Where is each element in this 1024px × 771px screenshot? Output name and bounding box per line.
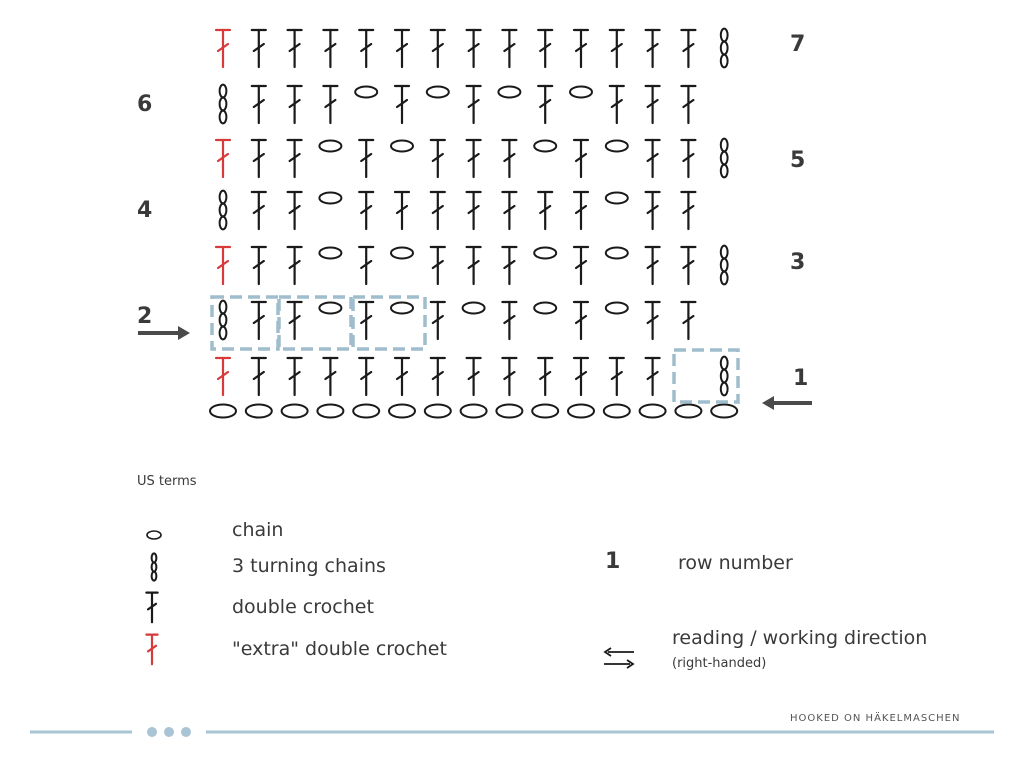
double-crochet-stitch	[538, 30, 552, 67]
legend-terms: US terms	[137, 474, 197, 489]
chain-stitch	[319, 303, 341, 314]
chain-stitch	[570, 87, 592, 98]
chain-stitch	[568, 405, 594, 418]
double-crochet-stitch	[288, 358, 302, 395]
chain-stitch	[355, 87, 377, 98]
row-number-6: 6	[137, 92, 153, 117]
double-crochet-stitch	[431, 140, 445, 177]
turning-chain-stitch	[721, 139, 728, 178]
legend-direction-note: (right-handed)	[672, 656, 767, 671]
chain-stitch	[319, 248, 341, 259]
double-crochet-stitch	[574, 140, 588, 177]
row-number-7: 7	[790, 32, 806, 57]
double-crochet-stitch	[502, 192, 516, 229]
double-crochet-stitch	[395, 30, 409, 67]
row-number-3: 3	[790, 250, 806, 275]
double-crochet-stitch	[646, 302, 660, 339]
double-crochet-stitch	[681, 30, 695, 67]
chain-stitch	[604, 405, 630, 418]
turning-chain-stitch	[721, 357, 728, 396]
chain-stitch	[606, 193, 628, 204]
double-crochet-stitch	[610, 30, 624, 67]
chain-stitch	[496, 405, 522, 418]
chain-stitch	[246, 405, 272, 418]
double-crochet-stitch	[395, 358, 409, 395]
double-crochet-stitch	[467, 358, 481, 395]
double-crochet-stitch	[252, 86, 266, 123]
chain-stitch	[711, 405, 737, 418]
legend-direction-label: reading / working direction	[672, 627, 928, 649]
chain-stitch	[675, 405, 701, 418]
turning-chain-stitch	[220, 85, 227, 124]
legend-row-number-symbol: 1	[605, 549, 621, 574]
highlight-box	[212, 297, 278, 349]
legend-chain-label: chain	[232, 519, 284, 541]
stitch-grid	[210, 29, 737, 418]
footer-dot	[147, 727, 157, 737]
row-number-1: 1	[793, 366, 809, 391]
double-crochet-stitch	[681, 140, 695, 177]
chain-stitch	[353, 405, 379, 418]
row-1-arrow	[762, 396, 812, 410]
double-crochet-stitch	[323, 86, 337, 123]
highlight-box	[353, 297, 425, 349]
double-crochet-stitch	[610, 86, 624, 123]
chain-stitch	[282, 405, 308, 418]
double-crochet-stitch	[252, 302, 266, 339]
chain-stitch	[391, 141, 413, 152]
chain-stitch	[389, 405, 415, 418]
chain-stitch	[147, 531, 161, 539]
double-crochet-stitch	[252, 140, 266, 177]
chain-stitch	[391, 303, 413, 314]
double-crochet-stitch	[288, 140, 302, 177]
double-crochet-stitch	[359, 140, 373, 177]
extra-double-crochet-stitch	[216, 30, 230, 67]
double-crochet-stitch	[467, 140, 481, 177]
double-crochet-stitch	[467, 247, 481, 284]
footer-dot	[181, 727, 191, 737]
legend-dc-symbol	[146, 593, 157, 623]
double-crochet-stitch	[646, 192, 660, 229]
double-crochet-stitch	[610, 358, 624, 395]
double-crochet-stitch	[395, 86, 409, 123]
chain-stitch	[425, 405, 451, 418]
double-crochet-stitch	[681, 192, 695, 229]
chain-stitch	[534, 141, 556, 152]
chain-stitch	[461, 405, 487, 418]
chain-stitch	[606, 248, 628, 259]
double-crochet-stitch	[323, 30, 337, 67]
double-crochet-stitch	[646, 247, 660, 284]
chain-stitch	[532, 405, 558, 418]
double-crochet-stitch	[288, 247, 302, 284]
double-crochet-stitch	[681, 247, 695, 284]
footer-dot	[164, 727, 174, 737]
double-crochet-stitch	[252, 247, 266, 284]
footer-decoration	[30, 727, 994, 737]
chain-stitch	[606, 303, 628, 314]
double-crochet-stitch	[681, 302, 695, 339]
double-crochet-stitch	[502, 247, 516, 284]
double-crochet-stitch	[288, 192, 302, 229]
chain-stitch	[534, 303, 556, 314]
double-crochet-stitch	[359, 302, 373, 339]
double-crochet-stitch	[502, 302, 516, 339]
double-crochet-stitch	[252, 192, 266, 229]
double-crochet-stitch	[359, 192, 373, 229]
double-crochet-stitch	[502, 30, 516, 67]
brand-name: HOOKED ON HÄKELMASCHEN	[790, 713, 961, 724]
chain-stitch	[606, 141, 628, 152]
double-crochet-stitch	[467, 30, 481, 67]
double-crochet-stitch	[431, 30, 445, 67]
turning-chain-stitch	[721, 246, 728, 285]
double-crochet-stitch	[538, 358, 552, 395]
double-crochet-stitch	[538, 86, 552, 123]
double-crochet-stitch	[323, 358, 337, 395]
double-crochet-stitch	[502, 358, 516, 395]
legend-direction-arrows	[604, 648, 634, 668]
double-crochet-stitch	[359, 30, 373, 67]
double-crochet-stitch	[359, 247, 373, 284]
turning-chain-stitch	[721, 29, 728, 68]
chain-stitch	[317, 405, 343, 418]
double-crochet-stitch	[502, 140, 516, 177]
chain-stitch	[319, 193, 341, 204]
row-number-5: 5	[790, 148, 806, 173]
legend-dc-label: double crochet	[232, 596, 374, 618]
double-crochet-stitch	[359, 358, 373, 395]
double-crochet-stitch	[395, 192, 409, 229]
double-crochet-stitch	[646, 86, 660, 123]
row-arrows	[138, 326, 812, 410]
chain-stitch	[427, 87, 449, 98]
double-crochet-stitch	[288, 30, 302, 67]
row-number-2: 2	[137, 304, 153, 329]
extra-double-crochet-stitch	[216, 140, 230, 177]
chain-stitch	[210, 405, 236, 418]
row-number-4: 4	[137, 198, 153, 223]
double-crochet-stitch	[681, 86, 695, 123]
chain-stitch	[391, 248, 413, 259]
chain-stitch	[534, 248, 556, 259]
legend-row-number-label: row number	[678, 552, 793, 574]
double-crochet-stitch	[431, 247, 445, 284]
double-crochet-stitch	[252, 358, 266, 395]
legend-turning-label: 3 turning chains	[232, 555, 386, 577]
extra-double-crochet-stitch	[216, 247, 230, 284]
chain-stitch	[640, 405, 666, 418]
double-crochet-stitch	[431, 192, 445, 229]
legend-extra-symbol	[146, 635, 157, 665]
chain-stitch	[463, 303, 485, 314]
double-crochet-stitch	[574, 247, 588, 284]
double-crochet-stitch	[574, 358, 588, 395]
double-crochet-stitch	[538, 192, 552, 229]
double-crochet-stitch	[288, 302, 302, 339]
turning-chain-stitch	[152, 553, 157, 580]
turning-chain-stitch	[220, 191, 227, 230]
double-crochet-stitch	[646, 358, 660, 395]
double-crochet-stitch	[574, 192, 588, 229]
double-crochet-stitch	[431, 358, 445, 395]
legend-extra-label: "extra" double crochet	[232, 638, 447, 660]
chain-stitch	[498, 87, 520, 98]
double-crochet-stitch	[467, 192, 481, 229]
double-crochet-stitch	[252, 30, 266, 67]
double-crochet-stitch	[574, 30, 588, 67]
double-crochet-stitch	[574, 302, 588, 339]
extra-double-crochet-stitch	[216, 358, 230, 395]
double-crochet-stitch	[467, 86, 481, 123]
double-crochet-stitch	[288, 86, 302, 123]
chain-stitch	[319, 141, 341, 152]
double-crochet-stitch	[431, 302, 445, 339]
double-crochet-stitch	[646, 140, 660, 177]
double-crochet-stitch	[646, 30, 660, 67]
turning-chain-stitch	[220, 301, 227, 340]
